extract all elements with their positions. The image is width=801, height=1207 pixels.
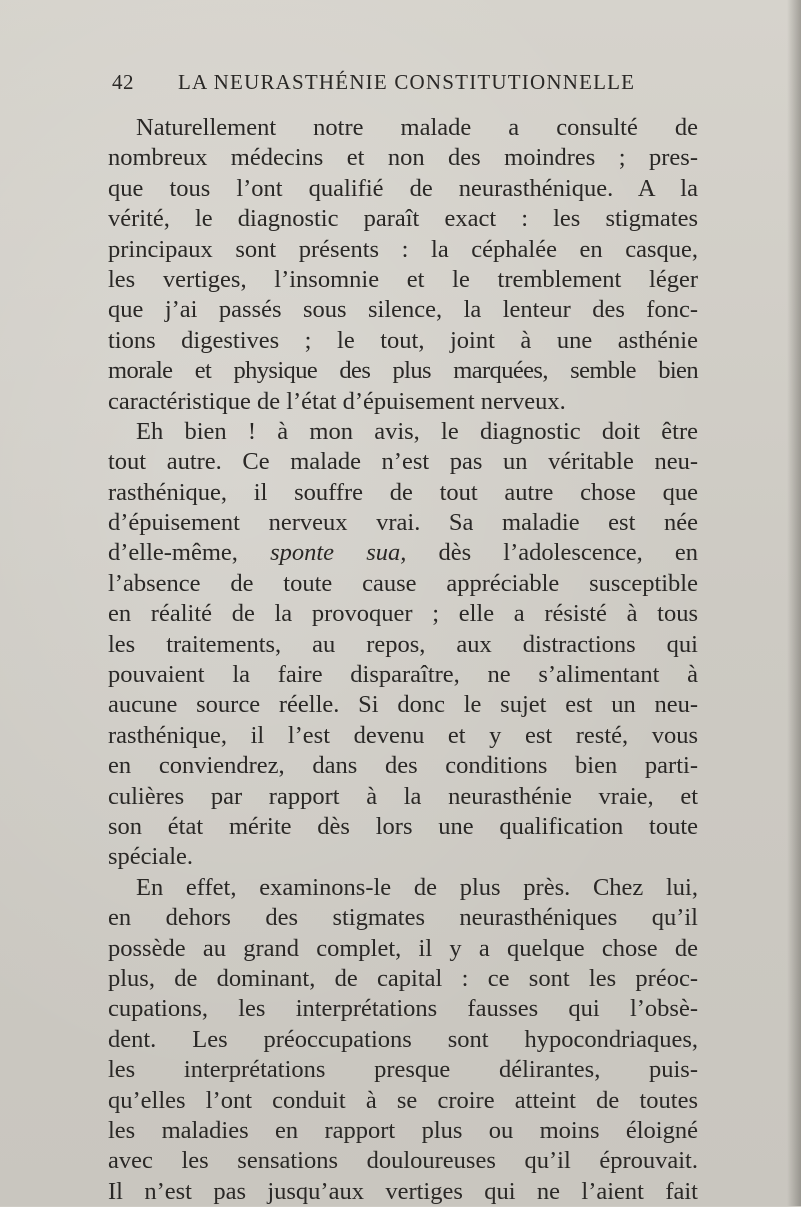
text-line: principaux sont présents : la céphalée en casque, [108,235,698,263]
text-line: les maladies en rapport plus ou moins éloigné [108,1116,698,1144]
page-number: 42 [112,70,134,94]
text-line: aucune source réelle. Si donc le sujet est un neu- [108,691,698,719]
text-line: tout autre. Ce malade n’est pas un véritable neu- [108,448,698,476]
text-line: plus, de dominant, de capital : ce sont les préoc- [108,964,698,992]
text-line: rasthénique, il souffre de tout autre chose que [108,478,698,506]
text-line: dent. Les préoccupations sont hypocondriaques, [108,1025,698,1053]
text-segment: dès l’adolescence, en [406,539,699,567]
text-segment: d’elle-même, [108,539,271,567]
text-line: en conviendrez, dans des conditions bien parti- [108,752,698,780]
page-edge-shadow [787,0,801,1206]
text-line: les traitements, au repos, aux distractions qui [108,630,698,658]
page-header [112,70,708,100]
italic-phrase: sponte sua, [270,539,407,567]
text-line: spéciale. [108,843,194,871]
text-line: rasthénique, il l’est devenu et y est resté, vous [108,721,698,749]
text-line: cupations, les interprétations fausses qui l’obsè- [108,995,698,1023]
text-line: que tous l’ont qualifié de neurasthénique. A la [108,174,698,202]
text-line: possède au grand complet, il y a quelque chose de [108,934,698,962]
text-line: d’épuisement nerveux vrai. Sa maladie est née [108,509,698,537]
text-line: en réalité de la provoquer ; elle a résisté à tous [108,600,698,628]
text-line: en dehors des stigmates neurasthéniques qu’il [108,904,698,932]
text-line: pouvaient la faire disparaître, ne s’alimentant à [108,661,698,689]
text-line: morale et physique des plus marquées, semble bien [108,357,698,385]
text-line: culières par rapport à la neurasthénie vraie, et [108,782,698,810]
text-line: caractéristique de l’état d’épuisement nerveux. [108,387,566,415]
text-line: qu’elles l’ont conduit à se croire atteint de toutes [108,1086,698,1114]
text-line: tions digestives ; le tout, joint à une asthénie [108,326,698,354]
text-line-with-italic [108,538,698,568]
text-line: les vertiges, l’insomnie et le tremblement léger [108,265,698,293]
text-line: Naturellement notre malade a consulté de [136,114,698,141]
text-line: son état mérite dès lors une qualification toute [108,812,698,840]
text-line: Il n’est pas jusqu’aux vertiges qui ne l’aient fait [108,1177,698,1205]
text-line: nombreux médecins et non des moindres ; pres- [108,144,698,172]
text-line: En effet, examinons-le de plus près. Chez lui, [136,873,698,901]
text-line: avec les sensations douloureuses qu’il éprouvait. [108,1147,698,1175]
text-line: l’absence de toute cause appréciable susceptible [108,569,698,597]
text-line: que j’ai passés sous silence, la lenteur des fonc- [108,296,698,324]
text-line: vérité, le diagnostic paraît exact : les stigmates [108,205,698,233]
body-text [108,113,698,1207]
text-line: les interprétations presque délirantes, puis- [108,1056,698,1084]
text-line: Eh bien ! à mon avis, le diagnostic doit être [136,417,698,445]
running-title: LA NEURASTHÉNIE CONSTITUTIONNELLE [178,70,636,94]
